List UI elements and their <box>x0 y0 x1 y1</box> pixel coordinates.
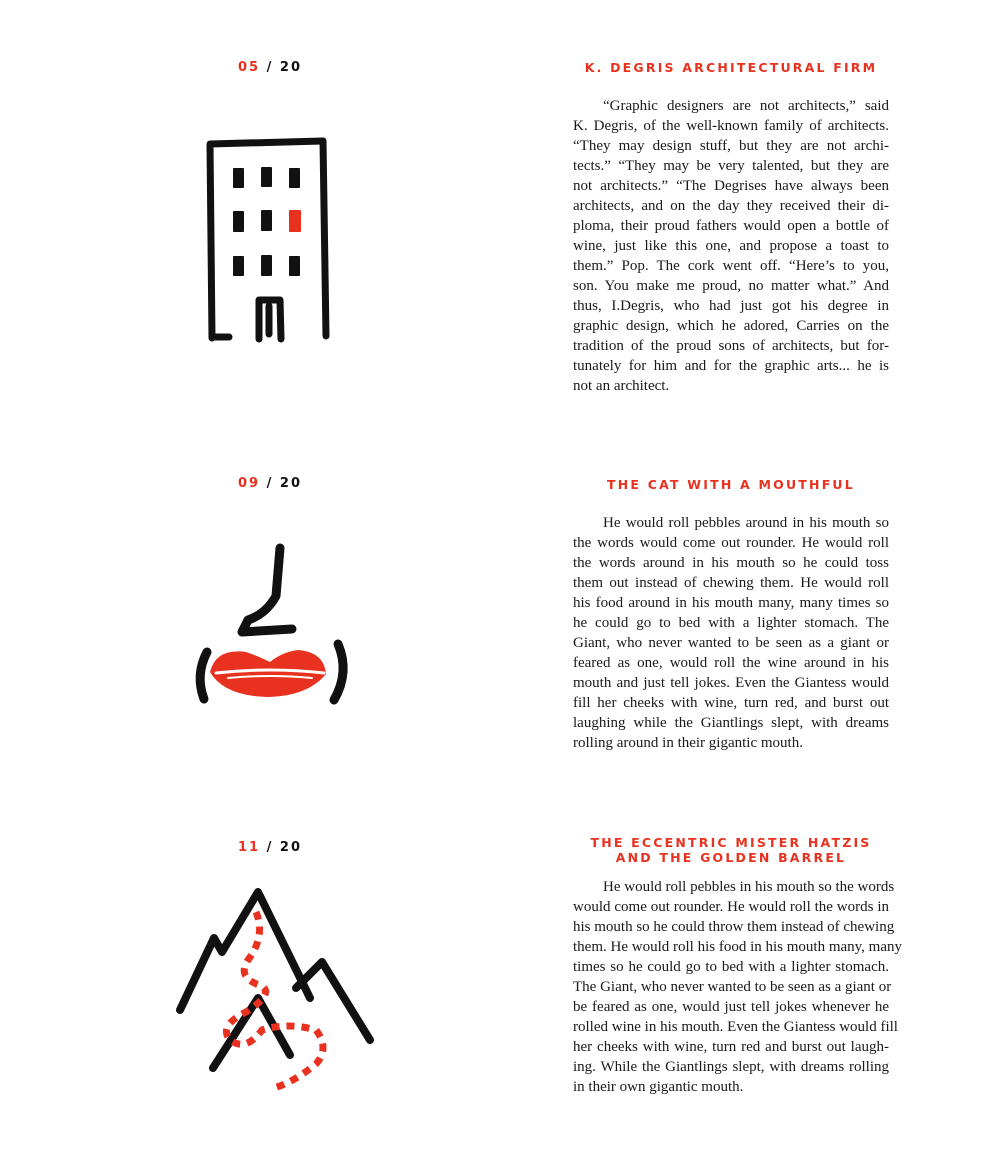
page-separator: / <box>266 60 274 75</box>
page-counter <box>170 840 370 855</box>
entry-body: He would roll pebbles in his mouth so the words would come out rounder. He would roll the words in his mouth so he could throw them instead of chewing them. He would roll his food in his mouth many, many times so he could go to bed with a lighter stomach. The Giant, who never wanted to be seen as a giant or be feared as one, would just tell jokes whenever he rolled wine in his mouth. Even the Giantess would fill her cheeks with wine, turn red and burst out laugh- ing. While the Giantlings slept, with dreams rolling in their own gigantic mouth. <box>573 879 902 1095</box>
entry-title: THE CAT WITH A MOUTHFUL <box>607 477 855 492</box>
mountains-path-icon <box>170 880 385 1100</box>
page-counter <box>170 60 370 75</box>
page-counter <box>170 476 370 491</box>
face-mouth-icon <box>188 540 358 710</box>
building-icon <box>195 130 345 345</box>
entry-body: He would roll pebbles around in his mouth so the words would come out rounder. He would roll the words around in his mouth so he could toss them out instead of chewing them. He would roll his food around in his mouth many, many times so he could go to bed with a lighter stomach. The Giant, who never wanted to be seen as a giant or feared as one, would roll the wine around in his mouth and just tell jokes. Even the Giantess would fill her cheeks with wine, turn red, and burst out laughing while the Giantlings slept, with dreams rolling around in their gigantic mouth. <box>573 515 889 751</box>
page-current: 11 <box>238 840 261 855</box>
page-separator: / <box>266 840 274 855</box>
page-separator: / <box>266 476 274 491</box>
page-total: 20 <box>279 476 302 491</box>
entry-title: THE ECCENTRIC MISTER HATZIS AND THE GOLDEN BARREL <box>590 835 872 865</box>
page-total: 20 <box>279 840 302 855</box>
page-current: 09 <box>238 476 261 491</box>
entry-body: “Graphic designers are not architects,” said K. Degris, of the well-known family of architects. “They may design stuff, but they are not archi- tects.” “They may be very talented, but they are not architects.” “The Degrises have always been architects, and on the day they received their di- ploma, their proud fathers would open a bottle of wine, just like this one, and propose a toast to them.” Pop. The cork went off. “Here’s to you, son. You make me proud, no matter what.” And thus, I.Degris, who had just got his degree in graphic design, which he adored, Carries on the tradition of the proud sons of architects, but for- tunately for him and for the graphic arts... he is not an architect. <box>573 98 889 394</box>
page-current: 05 <box>238 60 261 75</box>
entry-title: K. DEGRIS ARCHITECTURAL FIRM <box>584 60 878 75</box>
page-total: 20 <box>279 60 302 75</box>
